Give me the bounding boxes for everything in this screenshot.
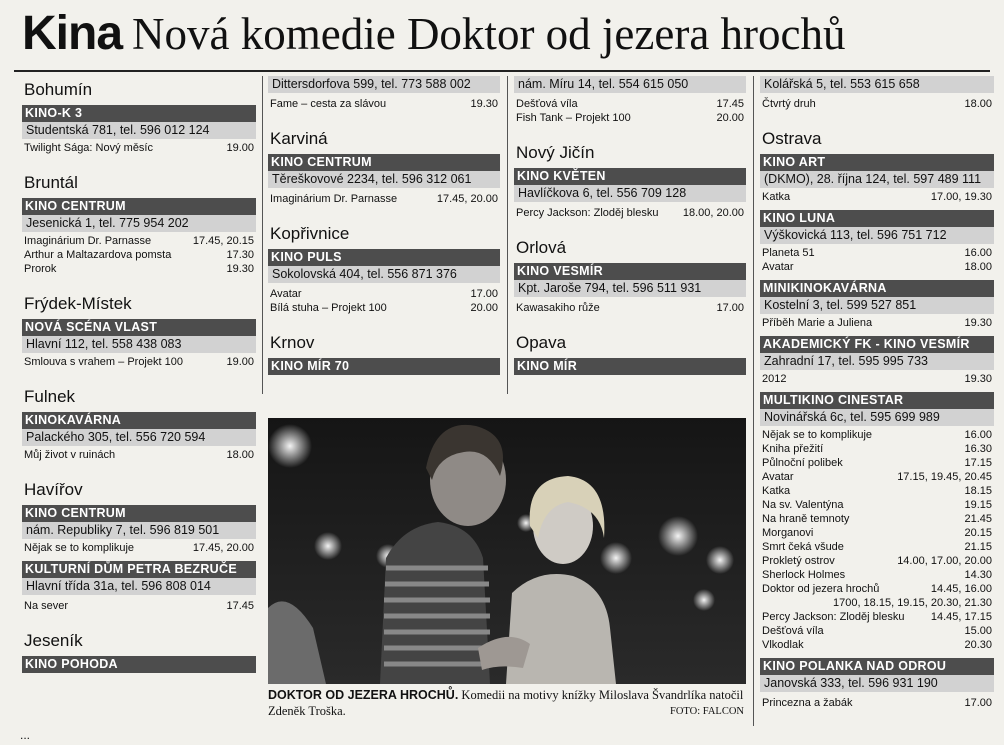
cinema-address: Janovská 333, tel. 596 931 190 bbox=[760, 675, 994, 692]
film-row bbox=[760, 372, 994, 386]
city-heading: Bohumín bbox=[24, 80, 93, 99]
caption-text: Komedii na motivy knížky Miloslava Švandrlíka natočil Zdeněk Troška. bbox=[268, 688, 744, 718]
listing-column-1 bbox=[22, 76, 256, 679]
city-block-frydek-mistek bbox=[22, 294, 256, 369]
cinema-address: nám. Míru 14, tel. 554 615 050 bbox=[514, 76, 746, 93]
continued-cinema-block bbox=[760, 76, 994, 111]
city-block-karvina bbox=[268, 129, 500, 206]
film-title: 2012 bbox=[762, 373, 787, 385]
cinema-address: Kolářská 5, tel. 553 615 658 bbox=[760, 76, 994, 93]
cinema-address: Těreškovové 2234, tel. 596 312 061 bbox=[268, 171, 500, 188]
listing-column-4 bbox=[760, 76, 994, 716]
photo-credit: FOTO: FALCON bbox=[670, 706, 744, 717]
article-headline: Nová komedie Doktor od jezera hrochů bbox=[132, 9, 846, 59]
film-title: Čtvrtý druh bbox=[762, 98, 816, 110]
film-time: 18.15 bbox=[964, 485, 992, 497]
section-title: Kina bbox=[22, 7, 123, 60]
film-title: Twilight Sága: Nový měsíc bbox=[24, 142, 153, 154]
city-block-orlova bbox=[514, 238, 746, 315]
city-heading: Krnov bbox=[270, 333, 315, 352]
city-block-krnov bbox=[268, 333, 500, 375]
film-row bbox=[760, 246, 994, 260]
film-row bbox=[760, 260, 994, 274]
film-title: Katka bbox=[762, 485, 791, 497]
film-time: 17.00 bbox=[470, 288, 498, 300]
column-divider bbox=[507, 76, 508, 394]
cinema-name: KINO CENTRUM bbox=[22, 505, 256, 522]
film-time: 14.45, 16.00 bbox=[930, 583, 992, 595]
photo-caption bbox=[268, 687, 746, 719]
film-time: 1700, 18.15, 19.15, 20.30, 21.30 bbox=[832, 597, 992, 609]
film-title: Percy Jackson: Zloděj blesku bbox=[516, 207, 659, 219]
cinema-name: MULTIKINO CINESTAR bbox=[760, 392, 994, 409]
film-time: 17.45, 20.15 bbox=[192, 235, 254, 247]
film-row bbox=[760, 554, 994, 568]
film-row bbox=[514, 206, 746, 220]
film-row bbox=[22, 541, 256, 555]
film-title: Avatar bbox=[270, 288, 302, 300]
film-row-continued-times bbox=[760, 596, 994, 610]
film-row bbox=[22, 234, 256, 248]
column-divider bbox=[262, 76, 263, 394]
city-block-bohumin bbox=[22, 80, 256, 155]
film-time: 17.45, 20.00 bbox=[192, 542, 254, 554]
film-row bbox=[760, 484, 994, 498]
city-block-novy-jicin bbox=[514, 143, 746, 220]
film-title: Nějak se to komplikuje bbox=[24, 542, 135, 554]
cinema-address: Havlíčkova 6, tel. 556 709 128 bbox=[514, 185, 746, 202]
film-row bbox=[268, 192, 500, 206]
listing-column-3 bbox=[514, 76, 746, 381]
cinema-address: Dittersdorfova 599, tel. 773 588 002 bbox=[268, 76, 500, 93]
film-row bbox=[760, 442, 994, 456]
film-row bbox=[760, 498, 994, 512]
film-row bbox=[760, 610, 994, 624]
cinema-block-minikinokavarna bbox=[760, 280, 994, 330]
film-time: 19.30 bbox=[964, 373, 992, 385]
film-row bbox=[760, 512, 994, 526]
film-title: Imaginárium Dr. Parnasse bbox=[24, 235, 152, 247]
film-time: 17.45 bbox=[716, 98, 744, 110]
film-time: 19.30 bbox=[226, 263, 254, 275]
cinema-name: KINO CENTRUM bbox=[268, 154, 500, 171]
film-still-image bbox=[268, 418, 746, 684]
film-title: Imaginárium Dr. Parnasse bbox=[270, 193, 398, 205]
cinema-block-art bbox=[760, 154, 994, 204]
film-row bbox=[760, 540, 994, 554]
film-title: Fame – cesta za slávou bbox=[270, 98, 387, 110]
film-still-photo bbox=[268, 418, 746, 684]
continued-cinema-block bbox=[514, 76, 746, 125]
cinema-name: KINOKAVÁRNA bbox=[22, 412, 256, 429]
film-time: 18.00 bbox=[964, 261, 992, 273]
film-title: Na hraně temnoty bbox=[762, 513, 850, 525]
cinema-block-polanka bbox=[760, 658, 994, 710]
cinema-name: KINO POLANKA NAD ODROU bbox=[760, 658, 994, 675]
film-title: Smlouva s vrahem – Projekt 100 bbox=[24, 356, 183, 368]
film-time: 17.15 bbox=[964, 457, 992, 469]
film-row bbox=[760, 316, 994, 330]
city-heading: Nový Jičín bbox=[516, 143, 595, 162]
cinema-name: AKADEMICKÝ FK - KINO VESMÍR bbox=[760, 336, 994, 353]
film-title: Bílá stuha – Projekt 100 bbox=[270, 302, 387, 314]
city-heading: Havířov bbox=[24, 480, 83, 499]
film-row bbox=[22, 355, 256, 369]
film-title: Prorok bbox=[24, 263, 57, 275]
cinema-address: Hlavní třída 31a, tel. 596 808 014 bbox=[22, 578, 256, 595]
film-row bbox=[22, 248, 256, 262]
cinema-address: Palackého 305, tel. 556 720 594 bbox=[22, 429, 256, 446]
cinema-address: Sokolovská 404, tel. 556 871 376 bbox=[268, 266, 500, 283]
film-title: Nějak se to komplikuje bbox=[762, 429, 873, 441]
film-title: Arthur a Maltazardova pomsta bbox=[24, 249, 172, 261]
film-row bbox=[760, 456, 994, 470]
film-title: Avatar bbox=[762, 261, 794, 273]
film-time: 16.30 bbox=[964, 443, 992, 455]
film-time: 16.00 bbox=[964, 429, 992, 441]
cinema-address: Zahradní 17, tel. 595 995 733 bbox=[760, 353, 994, 370]
city-heading: Frýdek-Místek bbox=[24, 294, 132, 313]
city-heading: Kopřivnice bbox=[270, 224, 350, 243]
listing-column-2 bbox=[268, 76, 500, 381]
cinema-name: KINO ART bbox=[760, 154, 994, 171]
film-time: 18.00 bbox=[226, 449, 254, 461]
film-row bbox=[514, 301, 746, 315]
film-time: 17.00, 19.30 bbox=[930, 191, 992, 203]
film-title: Kniha přežití bbox=[762, 443, 824, 455]
cinema-name: KINO POHODA bbox=[22, 656, 256, 673]
film-time: 14.45, 17.15 bbox=[930, 611, 992, 623]
cinema-name: KINO VESMÍR bbox=[514, 263, 746, 280]
film-title: Na sever bbox=[24, 600, 69, 612]
film-row bbox=[268, 287, 500, 301]
film-row bbox=[760, 190, 994, 204]
city-block-fulnek bbox=[22, 387, 256, 462]
cinema-block-akademicky bbox=[760, 336, 994, 386]
city-block-jesenik bbox=[22, 631, 256, 673]
film-title: Kawasakiho růže bbox=[516, 302, 600, 314]
film-time: 15.00 bbox=[964, 625, 992, 637]
cinema-name: KINO CENTRUM bbox=[22, 198, 256, 215]
cinema-name: MINIKINOKAVÁRNA bbox=[760, 280, 994, 297]
film-title: Smrt čeká všude bbox=[762, 541, 844, 553]
cinema-address: Výškovická 113, tel. 596 751 712 bbox=[760, 227, 994, 244]
cinema-name: KINO PULS bbox=[268, 249, 500, 266]
film-title: Na sv. Valentýna bbox=[762, 499, 844, 511]
film-time: 16.00 bbox=[964, 247, 992, 259]
film-row bbox=[22, 262, 256, 276]
film-row bbox=[22, 448, 256, 462]
film-time: 19.00 bbox=[226, 142, 254, 154]
cinema-address: Novinářská 6c, tel. 595 699 989 bbox=[760, 409, 994, 426]
film-row bbox=[760, 526, 994, 540]
film-title: Katka bbox=[762, 191, 791, 203]
cinema-address: Kostelní 3, tel. 599 527 851 bbox=[760, 297, 994, 314]
city-block-bruntal bbox=[22, 173, 256, 276]
caption-title: DOKTOR OD JEZERA HROCHŮ. bbox=[268, 688, 459, 702]
header-rule bbox=[14, 70, 990, 72]
film-title: Můj život v ruinách bbox=[24, 449, 116, 461]
cinema-address: Jesenická 1, tel. 775 954 202 bbox=[22, 215, 256, 232]
city-heading: Ostrava bbox=[762, 129, 822, 148]
film-title: Sherlock Holmes bbox=[762, 569, 846, 581]
film-time: 19.30 bbox=[470, 98, 498, 110]
cinema-address: Kpt. Jaroše 794, tel. 596 511 931 bbox=[514, 280, 746, 297]
film-title: Fish Tank – Projekt 100 bbox=[516, 112, 631, 124]
film-title: Percy Jackson: Zloděj blesku bbox=[762, 611, 905, 623]
film-row bbox=[760, 582, 994, 596]
film-time: 21.15 bbox=[964, 541, 992, 553]
film-row bbox=[760, 97, 994, 111]
continued-cinema-block bbox=[268, 76, 500, 111]
cinema-name: NOVÁ SCÉNA VLAST bbox=[22, 319, 256, 336]
film-row bbox=[514, 111, 746, 125]
film-title: Princezna a žabák bbox=[762, 697, 853, 709]
film-row bbox=[760, 428, 994, 442]
page-headline bbox=[22, 6, 846, 66]
film-time: 14.00, 17.00, 20.00 bbox=[897, 555, 992, 567]
city-block-koprivnice bbox=[268, 224, 500, 315]
cinema-address: Studentská 781, tel. 596 012 124 bbox=[22, 122, 256, 139]
film-title: Prokletý ostrov bbox=[762, 555, 835, 567]
film-title: Vlkodlak bbox=[762, 639, 804, 651]
city-heading: Jeseník bbox=[24, 631, 83, 650]
city-heading: Bruntál bbox=[24, 173, 78, 192]
film-title: Planeta 51 bbox=[762, 247, 815, 259]
cinema-name: KINO LUNA bbox=[760, 210, 994, 227]
film-time: 14.30 bbox=[964, 569, 992, 581]
film-row bbox=[760, 568, 994, 582]
city-heading: Orlová bbox=[516, 238, 567, 257]
continuation-ellipsis: ... bbox=[20, 728, 31, 742]
cinema-name: KINO KVĚTEN bbox=[514, 168, 746, 185]
film-title: Avatar bbox=[762, 471, 794, 483]
film-row bbox=[22, 599, 256, 613]
film-time: 17.45 bbox=[226, 600, 254, 612]
city-heading: Fulnek bbox=[24, 387, 76, 406]
film-time: 17.15, 19.45, 20.45 bbox=[897, 471, 992, 483]
film-time: 20.00 bbox=[716, 112, 744, 124]
film-time: 17.45, 20.00 bbox=[436, 193, 498, 205]
film-row bbox=[514, 97, 746, 111]
film-title: Doktor od jezera hrochů bbox=[762, 583, 880, 595]
film-title: Příběh Marie a Juliena bbox=[762, 317, 873, 329]
film-title: Dešťová víla bbox=[762, 625, 824, 637]
film-time: 17.30 bbox=[226, 249, 254, 261]
film-title: Půlnoční polibek bbox=[762, 457, 843, 469]
cinema-name: KULTURNÍ DŮM PETRA BEZRUČE bbox=[22, 561, 256, 578]
cinema-name: KINO MÍR 70 bbox=[268, 358, 500, 375]
film-time: 20.15 bbox=[964, 527, 992, 539]
column-divider bbox=[753, 76, 754, 726]
film-time: 19.15 bbox=[964, 499, 992, 511]
city-block-opava bbox=[514, 333, 746, 375]
film-row bbox=[268, 301, 500, 315]
city-block-havirov bbox=[22, 480, 256, 613]
film-row bbox=[760, 696, 994, 710]
film-time: 20.00 bbox=[470, 302, 498, 314]
film-row bbox=[268, 97, 500, 111]
film-time: 17.00 bbox=[964, 697, 992, 709]
film-time: 18.00 bbox=[964, 98, 992, 110]
film-title: Dešťová víla bbox=[516, 98, 578, 110]
cinema-block-cinestar bbox=[760, 392, 994, 652]
film-row bbox=[22, 141, 256, 155]
cinema-name: KINO-K 3 bbox=[22, 105, 256, 122]
cinema-address: nám. Republiky 7, tel. 596 819 501 bbox=[22, 522, 256, 539]
film-row bbox=[760, 624, 994, 638]
film-row bbox=[760, 638, 994, 652]
film-time: 17.00 bbox=[716, 302, 744, 314]
cinema-address: Hlavní 112, tel. 558 438 083 bbox=[22, 336, 256, 353]
cinema-address: (DKMO), 28. října 124, tel. 597 489 111 bbox=[760, 171, 994, 188]
film-row bbox=[760, 470, 994, 484]
film-time: 19.00 bbox=[226, 356, 254, 368]
film-title: Morganovi bbox=[762, 527, 814, 539]
city-heading: Opava bbox=[516, 333, 567, 352]
film-time: 20.30 bbox=[964, 639, 992, 651]
city-heading: Karviná bbox=[270, 129, 328, 148]
film-time: 19.30 bbox=[964, 317, 992, 329]
cinema-block-luna bbox=[760, 210, 994, 274]
film-time: 18.00, 20.00 bbox=[682, 207, 744, 219]
film-time: 21.45 bbox=[964, 513, 992, 525]
cinema-name: KINO MÍR bbox=[514, 358, 746, 375]
